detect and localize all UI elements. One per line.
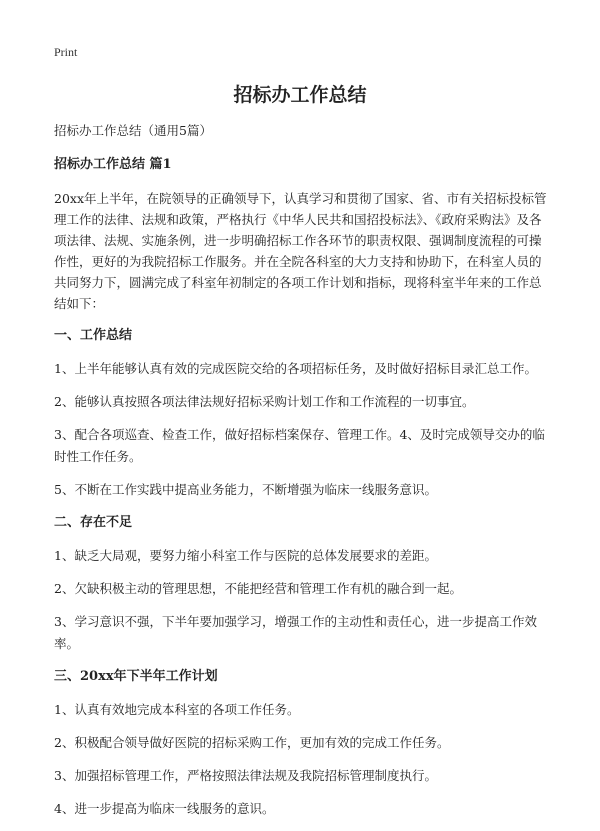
list-item: 3、配合各项巡查、检查工作，做好招标档案保存、管理工作。4、及时完成领导交办的临时性工作任务。 [54, 427, 545, 464]
list-item: 2、欠缺积极主动的管理思想，不能把经营和管理工作有机的融合到一起。 [54, 581, 462, 596]
intro-paragraph: 20xx年上半年，在院领导的正确领导下，认真学习和贯彻了国家、省、市有关招标投标管理工作的法律、法规和政策，严格执行《中华人民共和国招投标法》、《政府采购法》及各项法律、法规、实施条例，进一步明确招标工作各环节的职责权限、强调制度流程的可操作性，更好的为我院招标工作服务。并在全院各科室的大力支持和协助下，在科室人员的共同努力下，圆满完成了科室年初制定的各项工作计划和指标，现将科室半年来的工作总结如下： [54, 191, 547, 311]
print-link[interactable]: Print [54, 45, 78, 59]
list-item: 4、进一步提高为临床一线服务的意识。 [54, 801, 275, 816]
list-item: 3、学习意识不强，下半年要加强学习，增强工作的主动性和责任心，进一步提高工作效率。 [54, 614, 537, 651]
document-body [54, 120, 548, 831]
list-item: 1、上半年能够认真有效的完成医院交给的各项招标任务，及时做好招标目录汇总工作。 [54, 361, 537, 376]
section-heading-plan: 三、20xx年下半年工作计划 [54, 669, 218, 684]
document-subtitle: 招标办工作总结（通用5篇） [54, 123, 212, 138]
list-item: 3、加强招标管理工作，严格按照法律法规及我院招标管理制度执行。 [54, 768, 437, 783]
list-item: 1、认真有效地完成本科室的各项工作任务。 [54, 702, 300, 717]
article-heading: 招标办工作总结 篇1 [54, 157, 172, 172]
section-heading-summary: 一、工作总结 [54, 328, 133, 343]
list-item: 5、不断在工作实践中提高业务能力，不断增强为临床一线服务意识。 [54, 482, 437, 497]
list-item: 1、缺乏大局观，要努力缩小科室工作与医院的总体发展要求的差距。 [54, 548, 437, 563]
list-item: 2、能够认真按照各项法律法规好招标采购计划工作和工作流程的一切事宜。 [54, 394, 475, 409]
list-item: 2、积极配合领导做好医院的招标采购工作，更加有效的完成工作任务。 [54, 735, 450, 750]
page-title: 招标办工作总结 [233, 84, 367, 106]
section-heading-shortcomings: 二、存在不足 [54, 515, 133, 530]
